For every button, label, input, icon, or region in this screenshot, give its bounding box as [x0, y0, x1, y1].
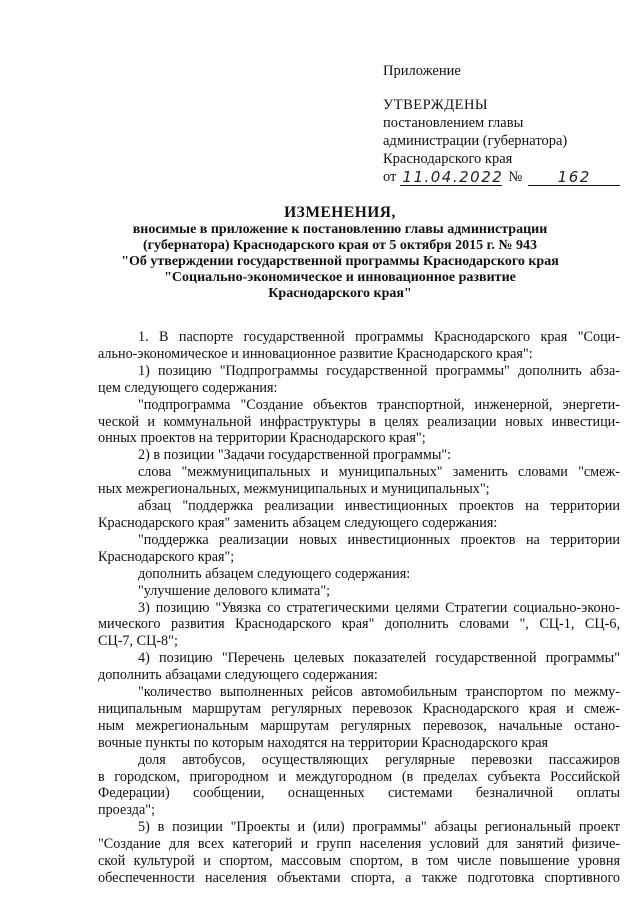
body-line: 5) в позиции "Проекты и (или) программы" абзацы региональный проект: [138, 819, 620, 836]
heading-line: (губернатора) Краснодарского края от 5 октября 2015 г. № 943: [143, 238, 537, 253]
heading-line: "Об утверждении государственной программы Краснодарского края: [121, 254, 559, 269]
approval-block: [383, 62, 623, 186]
body-line: дополнить абзацами следующего содержания:: [98, 667, 378, 684]
heading-title: ИЗМЕНЕНИЯ,: [284, 204, 396, 221]
body-line: ниципальным маршрутам регулярных перевозок Краснодарского края и смеж-: [98, 700, 620, 717]
body-line: обеспеченности населения объектами спорта, а также подготовка спортивного: [98, 870, 620, 886]
body-line: "улучшение делового климата";: [138, 582, 331, 599]
handwritten-date: 11.04.2022: [402, 168, 504, 186]
body-line: 1) позицию "Подпрограммы государственной программы" дополнить абза-: [138, 362, 620, 379]
body-line: ным межрегиональным маршрутам регулярных перевозок, начальные остано-: [98, 717, 620, 734]
heading-line: Краснодарского края": [268, 286, 412, 301]
body-line: "Создание для всех категорий и групп населения условий для занятий физиче-: [98, 836, 620, 853]
body-line: цем следующего содержания:: [98, 379, 278, 396]
body-line: в городском, пригородном и междугородном (в пределах субъекта Российской: [98, 768, 620, 785]
handwritten-number: 162: [528, 169, 620, 186]
body-line: абзац "поддержка реализации инвестиционных проектов на территории: [138, 498, 620, 515]
body-line: ской культурой и спортом, массовым спортом, в том числе повышение уровня: [98, 853, 620, 870]
body-line: Краснодарского края" заменить абзацем следующего содержания:: [98, 514, 498, 531]
heading-line: "Социально-экономическое и инновационное развитие: [164, 270, 516, 285]
body-line: ально-экономическое и инновационное развитие Краснодарского края":: [98, 345, 533, 362]
body-line: Краснодарского края";: [98, 548, 235, 565]
approved-label: УТВЕРЖДЕНЫ: [383, 97, 489, 113]
body-line: дополнить абзацем следующего содержания:: [138, 565, 411, 582]
date-number-row: [383, 168, 623, 186]
body-line: доля автобусов, осуществляющих регулярные перевозки пассажиров: [138, 751, 620, 768]
body-line: проезда";: [98, 802, 156, 819]
number-label: №: [508, 169, 523, 185]
body-line: онных проектов на территории Краснодарского края";: [98, 430, 426, 447]
body-line: вочные пункты по которым находятся на территории Краснодарского края: [98, 734, 549, 751]
approval-line: администрации (губернатора): [383, 133, 568, 149]
body-line: "подпрограмма "Создание объектов транспортной, инженерной, энергети-: [138, 396, 620, 413]
body-line: СЦ-7, СЦ-8";: [98, 633, 178, 650]
body-line: Федерации) сообщении, оснащенных системами безналичной оплаты: [98, 785, 620, 802]
body-line: слова "межмуниципальных и муниципальных" заменить словами "смеж-: [138, 464, 620, 481]
body-line: 4) позицию "Перечень целевых показателей государственной программы": [138, 650, 620, 667]
body-line: ных межрегиональных, межмуниципальных и муниципальных";: [98, 481, 490, 498]
date-prefix: от: [383, 169, 397, 185]
heading-line: вносимые в приложение к постановлению главы администрации: [132, 222, 548, 237]
approval-line: Краснодарского края: [383, 151, 513, 167]
body-line: 1. В паспорте государственной программы Краснодарского края "Соци-: [138, 329, 620, 345]
body-line: "поддержка реализации новых инвестиционных проектов на территории: [138, 531, 620, 548]
appendix-title: Приложение: [383, 63, 461, 79]
body-line: 2) в позиции "Задачи государственной программы":: [138, 447, 452, 464]
approval-line: постановлением главы: [383, 115, 524, 131]
body-line: "количество выполненных рейсов автомобильным транспортом по межму-: [138, 684, 620, 701]
body-line: 3) позицию "Увязка со стратегическими целями Стратегии социально-эконо-: [138, 599, 620, 616]
body-line: ческой и коммунальной инфраструктуры в целях реализации новых инвестици-: [98, 413, 620, 430]
document-body: [98, 329, 620, 887]
body-line: мического развития Краснодарского края" дополнить словами ", СЦ-1, СЦ-6,: [98, 616, 620, 633]
document-heading: [60, 205, 620, 302]
